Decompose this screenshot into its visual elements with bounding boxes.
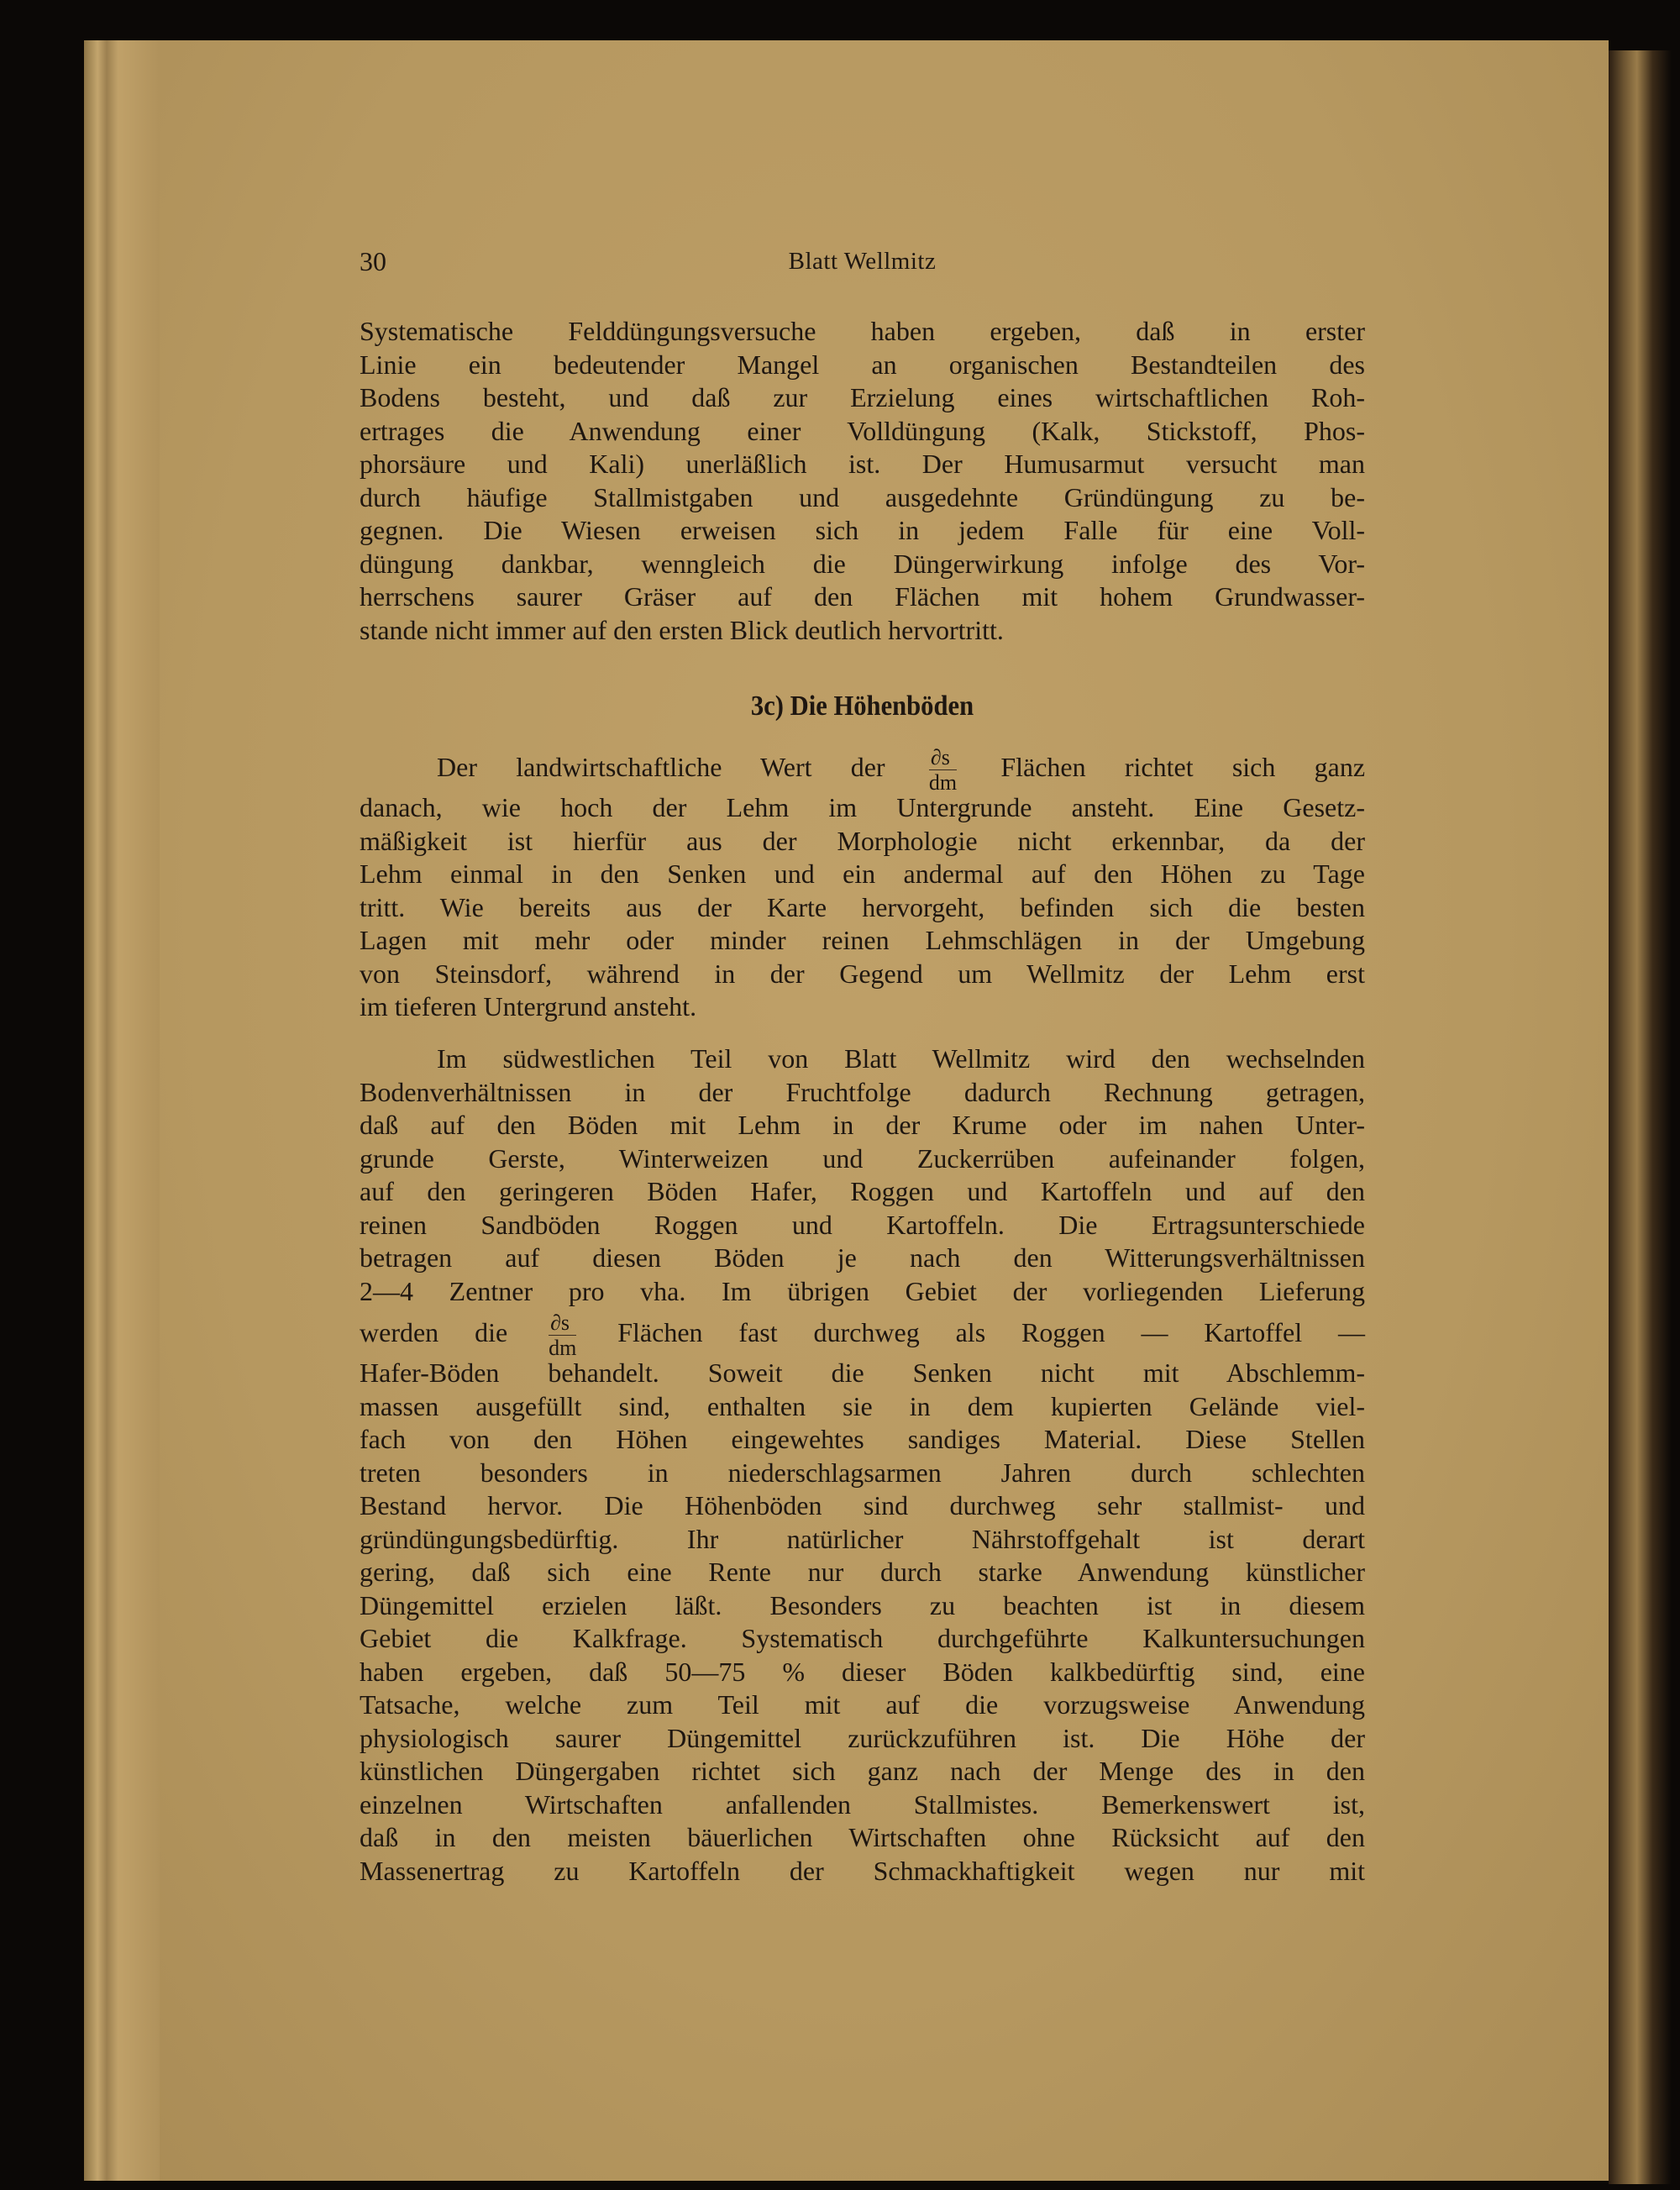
text-segment: Flächen richtet sich ganz: [1000, 752, 1366, 782]
text-line: physiologisch saurer Düngemittel zurückzuführen ist. Die Höhe der: [360, 1722, 1365, 1753]
paragraph-1: [360, 315, 1365, 647]
text-line: Systematische Felddüngungsversuche haben ergeben, daß in erster: [360, 316, 1365, 346]
text-line: mäßigkeit ist hierfür aus der Morphologie nicht erkennbar, da der: [360, 825, 1365, 856]
text-line: [360, 743, 1366, 795]
text-line: düngung dankbar, wenngleich die Düngerwirkung infolge des Vor-: [360, 548, 1365, 579]
text-line: künstlichen Düngergaben richtet sich ganz nach der Menge des in den: [360, 1756, 1365, 1786]
text-line: von Steinsdorf, während in der Gegend um Wellmitz der Lehm erst: [360, 958, 1365, 989]
section-heading: 3c) Die Höhenböden: [750, 691, 974, 722]
text-line: massen ausgefüllt sind, enthalten sie in dem kupierten Gelände viel-: [360, 1390, 1365, 1421]
fraction-ds-dm: [549, 1312, 576, 1359]
fraction-denominator: dm: [928, 769, 958, 795]
text-line: phorsäure und Kali) unerläßlich ist. Der Humusarmut versucht man: [360, 449, 1365, 479]
text-line: auf den geringeren Böden Hafer, Roggen und Kartoffeln und auf den: [360, 1176, 1365, 1206]
text-line: gering, daß sich eine Rente nur durch starke Anwendung künstlicher: [360, 1557, 1365, 1587]
text-line: betragen auf diesen Böden je nach den Witterungsverhältnissen: [360, 1242, 1365, 1273]
text-line: Hafer-Böden behandelt. Soweit die Senken nicht mit Abschlemm-: [360, 1358, 1365, 1388]
text-line: herrschens saurer Gräser auf den Flächen mit hohem Grundwasser-: [360, 581, 1365, 612]
text-line: stande nicht immer auf den ersten Blick deutlich hervortritt.: [360, 614, 1004, 645]
text-line: im tieferen Untergrund ansteht.: [360, 991, 697, 1021]
text-line: reinen Sandböden Roggen und Kartoffeln. Die Ertragsunterschiede: [360, 1209, 1365, 1240]
text-line: Im südwestlichen Teil von Blatt Wellmitz wird den wechselnden: [437, 1043, 1365, 1074]
text-line: ertrages die Anwendung einer Volldüngung (Kalk, Stickstoff, Phos-: [360, 415, 1365, 446]
text-line: Lagen mit mehr oder minder reinen Lehmschlägen in der Umgebung: [360, 925, 1365, 955]
book-spine-shadow: [84, 40, 160, 2181]
paragraph-3: [360, 1042, 1365, 1888]
text-line: gegnen. Die Wiesen erweisen sich in jedem Falle für eine Voll-: [360, 515, 1365, 545]
text-line: Düngemittel erzielen läßt. Besonders zu beachten ist in diesem: [360, 1589, 1365, 1620]
text-line: Tatsache, welche zum Teil mit auf die vorzugsweise Anwendung: [360, 1689, 1365, 1720]
page-number: 30: [360, 246, 386, 276]
text-line: Bodenverhältnissen in der Fruchtfolge dadurch Rechnung getragen,: [360, 1076, 1365, 1107]
text-line: haben ergeben, daß 50—75 % dieser Böden kalkbedürftig sind, eine: [360, 1656, 1365, 1687]
text-segment: Flächen fast durchweg als Roggen — Kartoffel —: [617, 1317, 1366, 1347]
text-line: daß in den meisten bäuerlichen Wirtschaften ohne Rücksicht auf den: [360, 1822, 1365, 1852]
text-segment: werden die: [360, 1317, 508, 1347]
text-line: Gebiet die Kalkfrage. Systematisch durchgeführte Kalkuntersuchungen: [360, 1623, 1365, 1653]
running-header: [360, 246, 1365, 280]
text-line: durch häufige Stallmistgaben und ausgedehnte Gründüngung zu be-: [360, 481, 1365, 512]
text-line: gründüngungsbedürftig. Ihr natürlicher Nährstoffgehalt ist derart: [360, 1523, 1365, 1554]
text-line: daß auf den Böden mit Lehm in der Krume oder im nahen Unter-: [360, 1110, 1365, 1140]
text-segment: Der landwirtschaftliche Wert der: [437, 752, 885, 782]
running-title: Blatt Wellmitz: [788, 248, 937, 275]
text-line: einzelnen Wirtschaften anfallenden Stallmistes. Bemerkenswert ist,: [360, 1788, 1365, 1820]
text-line: Lehm einmal in den Senken und ein andermal auf den Höhen zu Tage: [360, 859, 1365, 889]
text-line: fach von den Höhen eingewehtes sandiges Material. Diese Stellen: [360, 1424, 1365, 1454]
text-line: Bodens besteht, und daß zur Erzielung eines wirtschaftlichen Roh-: [360, 382, 1365, 412]
text-line: tritt. Wie bereits aus der Karte hervorgeht, befinden sich die besten: [360, 891, 1365, 922]
text-line: 2—4 Zentner pro vha. Im übrigen Gebiet der vorliegenden Lieferung: [360, 1275, 1365, 1306]
paragraph-2: [360, 743, 1365, 1024]
fraction-denominator: dm: [549, 1335, 577, 1360]
fraction-numerator: ∂s: [549, 1312, 576, 1336]
text-line: Bestand hervor. Die Höhenböden sind durchweg sehr stallmist- und: [360, 1490, 1365, 1520]
text-line: Massenertrag zu Kartoffeln der Schmackhaftigkeit wegen nur mit: [360, 1855, 1365, 1886]
text-line: grunde Gerste, Winterweizen und Zuckerrüben aufeinander folgen,: [360, 1142, 1365, 1174]
next-page-edge: [1609, 50, 1672, 2184]
text-line: [360, 1308, 1366, 1360]
fraction-numerator: ∂s: [929, 747, 957, 770]
text-line: danach, wie hoch der Lehm im Untergrunde ansteht. Eine Gesetz-: [360, 792, 1365, 822]
text-line: Linie ein bedeutender Mangel an organischen Bestandteilen des: [360, 349, 1365, 380]
text-line: treten besonders in niederschlagsarmen Jahren durch schlechten: [360, 1457, 1365, 1488]
fraction-ds-dm: [928, 744, 958, 795]
